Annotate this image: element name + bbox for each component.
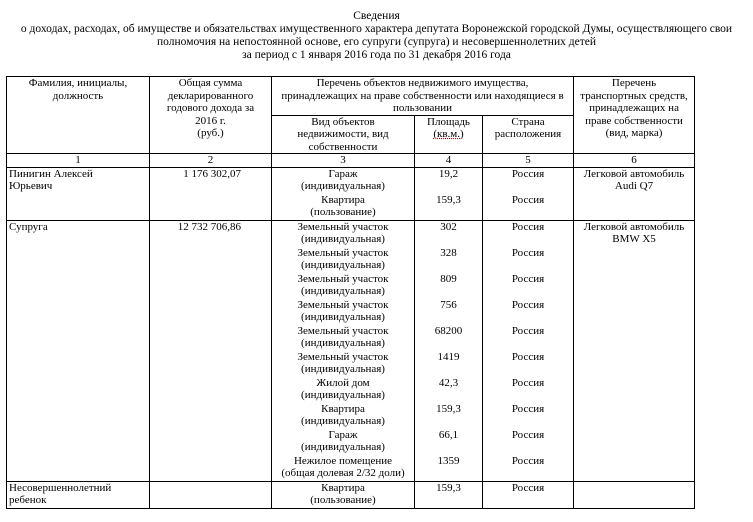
- area-item: [417, 299, 480, 325]
- realty-ownership: (пользование): [310, 494, 376, 506]
- area-value: 42,3: [438, 376, 459, 389]
- realty-item: [274, 247, 412, 273]
- country-value: Россия: [511, 402, 545, 415]
- vehicle-line: Audi Q7: [614, 180, 654, 192]
- country-item: [485, 247, 571, 273]
- realty-ownership: (общая долевая 2/32 доли): [281, 467, 405, 479]
- realty-kind: Гараж: [328, 167, 358, 180]
- realty-kind: Земельный участок: [297, 272, 389, 285]
- area-item: [417, 168, 480, 194]
- cell-name: [7, 167, 150, 220]
- header-realty-line: принадлежащих на праве собственности или находящиеся в: [281, 89, 564, 102]
- vehicle-line: Легковой автомобиль: [583, 220, 685, 233]
- cell-area: [415, 481, 483, 508]
- realty-item: [274, 455, 412, 481]
- cell-vehicles: [574, 220, 695, 481]
- heading-line-1: о доходах, расходах, об имуществе и обязательствах имущественного характера депутата Воронежской городской Думы, осуществляющего свои: [20, 23, 733, 35]
- area-value: 809: [440, 272, 457, 285]
- name-line: Пинигин Алексей: [9, 167, 93, 180]
- area-item: [417, 325, 480, 351]
- header-realty-line: Перечень объектов недвижимого имущества,: [316, 77, 529, 89]
- realty-ownership: (индивидуальная): [301, 233, 385, 245]
- header-name-text: Фамилия, инициалы, должность: [28, 77, 128, 102]
- realty-item: [274, 273, 412, 299]
- country-value: Россия: [511, 428, 545, 441]
- header-income-line: Общая сумма: [178, 77, 243, 89]
- country-item: [485, 482, 571, 508]
- country-value: Россия: [511, 167, 545, 180]
- cell-realty-kind: [272, 167, 415, 220]
- area-value: 328: [440, 246, 457, 259]
- cell-realty-kind: [272, 481, 415, 508]
- cell-income: [150, 481, 272, 508]
- country-value: Россия: [511, 376, 545, 389]
- header-country: [483, 115, 574, 154]
- country-item: [485, 377, 571, 403]
- area-item: [417, 221, 480, 247]
- realty-item: [274, 482, 412, 508]
- country-value: Россия: [511, 246, 545, 259]
- header-income-line: (руб.): [197, 127, 224, 139]
- realty-kind: Нежилое помещение: [293, 454, 393, 467]
- country-item: [485, 403, 571, 429]
- realty-ownership: (пользование): [310, 206, 376, 218]
- header-realty-line: пользовании: [392, 102, 453, 114]
- realty-kind: Гараж: [328, 428, 358, 441]
- column-number: 3: [272, 154, 415, 168]
- realty-kind: Жилой дом: [316, 376, 370, 389]
- heading-line-2: полномочия на непостоянной основе, его супруги (супруга) и несовершеннолетних детей: [157, 36, 596, 48]
- table-row: [7, 481, 695, 508]
- realty-ownership: (индивидуальная): [301, 180, 385, 192]
- country-item: [485, 351, 571, 377]
- country-item: [485, 455, 571, 481]
- country-item: [485, 194, 571, 220]
- cell-country: [483, 481, 574, 508]
- document-heading: [0, 10, 753, 62]
- realty-kind: Квартира: [321, 402, 365, 415]
- realty-item: [274, 221, 412, 247]
- heading-line-3: за период с 1 января 2016 года по 31 декабря 2016 года: [242, 49, 511, 61]
- country-item: [485, 429, 571, 455]
- header-income-line: 2016 г.: [195, 114, 226, 127]
- name-line: ребенок: [9, 494, 47, 506]
- area-item: [417, 482, 480, 508]
- area-item: [417, 377, 480, 403]
- header-kind-line: недвижимости, вид: [297, 128, 389, 140]
- cell-name: [7, 481, 150, 508]
- header-vehicles-line: принадлежащих на: [589, 102, 679, 114]
- area-value: 159,3: [436, 402, 461, 415]
- header-kind-line: собственности: [308, 140, 378, 153]
- header-area-unit: (кв.м.): [433, 128, 464, 140]
- table-row: [7, 220, 695, 481]
- area-value: 159,3: [436, 481, 461, 494]
- column-number: 4: [415, 154, 483, 168]
- cell-country: [483, 220, 574, 481]
- column-number-row: [7, 154, 695, 168]
- header-income: [150, 77, 272, 154]
- country-value: Россия: [511, 481, 545, 494]
- header-vehicles-line: (вид, марка): [605, 127, 663, 139]
- area-item: [417, 351, 480, 377]
- realty-ownership: (индивидуальная): [301, 311, 385, 323]
- realty-kind: Земельный участок: [297, 324, 389, 337]
- cell-income: [150, 167, 272, 220]
- name-line: Несовершеннолетний: [9, 481, 112, 494]
- cell-vehicles: [574, 167, 695, 220]
- cell-realty-kind: [272, 220, 415, 481]
- country-item: [485, 299, 571, 325]
- header-realty-kind: [272, 115, 415, 154]
- realty-ownership: (индивидуальная): [301, 441, 385, 453]
- country-item: [485, 221, 571, 247]
- header-income-line: годового дохода за: [166, 102, 255, 114]
- realty-kind: Земельный участок: [297, 298, 389, 311]
- realty-item: [274, 325, 412, 351]
- area-item: [417, 194, 480, 220]
- header-country-line: расположения: [494, 128, 562, 140]
- realty-item: [274, 194, 412, 220]
- header-vehicles-line: Перечень: [611, 77, 657, 89]
- country-value: Россия: [511, 324, 545, 337]
- area-value: 66,1: [438, 428, 459, 441]
- realty-ownership: (индивидуальная): [301, 285, 385, 297]
- header-kind-line: Вид объектов: [311, 115, 375, 128]
- realty-item: [274, 377, 412, 403]
- cell-country: [483, 167, 574, 220]
- cell-vehicles: [574, 481, 695, 508]
- country-item: [485, 273, 571, 299]
- realty-ownership: (индивидуальная): [301, 389, 385, 401]
- realty-kind: Земельный участок: [297, 220, 389, 233]
- column-number: 2: [150, 154, 272, 168]
- realty-kind: Квартира: [321, 193, 365, 206]
- heading-title: Сведения: [353, 10, 400, 22]
- country-item: [485, 168, 571, 194]
- realty-kind: Земельный участок: [297, 350, 389, 363]
- area-value: 1419: [437, 350, 460, 363]
- area-value: 302: [440, 220, 457, 233]
- income-value: 1 176 302,07: [183, 167, 241, 180]
- name-line: Супруга: [9, 220, 48, 233]
- realty-ownership: (индивидуальная): [301, 337, 385, 349]
- header-vehicles-line: транспортных средств,: [580, 89, 688, 102]
- realty-item: [274, 299, 412, 325]
- realty-ownership: (индивидуальная): [301, 363, 385, 375]
- name-line: Юрьевич: [9, 180, 53, 192]
- area-item: [417, 429, 480, 455]
- realty-kind: Квартира: [321, 481, 365, 494]
- column-number: 5: [483, 154, 574, 168]
- cell-income: [150, 220, 272, 481]
- income-value: 12 732 706,86: [177, 220, 241, 233]
- realty-ownership: (индивидуальная): [301, 259, 385, 271]
- country-value: Россия: [511, 350, 545, 363]
- country-value: Россия: [511, 272, 545, 285]
- header-realty-group: [272, 77, 574, 116]
- area-item: [417, 455, 480, 481]
- column-number: 1: [7, 154, 150, 168]
- header-area: [415, 115, 483, 154]
- area-item: [417, 403, 480, 429]
- vehicle-line: BMW X5: [612, 233, 656, 245]
- header-area-line: Площадь: [427, 115, 470, 128]
- area-value: 159,3: [436, 193, 461, 206]
- area-item: [417, 247, 480, 273]
- header-country-line: Страна: [511, 115, 545, 128]
- realty-item: [274, 351, 412, 377]
- header-vehicles: [574, 77, 695, 154]
- country-value: Россия: [511, 193, 545, 206]
- cell-area: [415, 220, 483, 481]
- country-item: [485, 325, 571, 351]
- country-value: Россия: [511, 454, 545, 467]
- realty-kind: Земельный участок: [297, 246, 389, 259]
- cell-area: [415, 167, 483, 220]
- column-number: 6: [574, 154, 695, 168]
- area-value: 1359: [437, 454, 460, 467]
- declaration-table: [6, 76, 695, 509]
- realty-item: [274, 429, 412, 455]
- country-value: Россия: [511, 298, 545, 311]
- header-income-line: декларированного: [167, 89, 254, 102]
- country-value: Россия: [511, 220, 545, 233]
- realty-item: [274, 403, 412, 429]
- area-item: [417, 273, 480, 299]
- header-vehicles-line: праве собственности: [585, 114, 683, 127]
- realty-ownership: (индивидуальная): [301, 415, 385, 427]
- vehicle-line: Легковой автомобиль: [583, 167, 685, 180]
- table-row: [7, 167, 695, 220]
- cell-name: [7, 220, 150, 481]
- header-name: [7, 77, 150, 154]
- area-value: 68200: [434, 324, 463, 337]
- area-value: 756: [440, 298, 457, 311]
- area-value: 19,2: [438, 167, 459, 180]
- realty-item: [274, 168, 412, 194]
